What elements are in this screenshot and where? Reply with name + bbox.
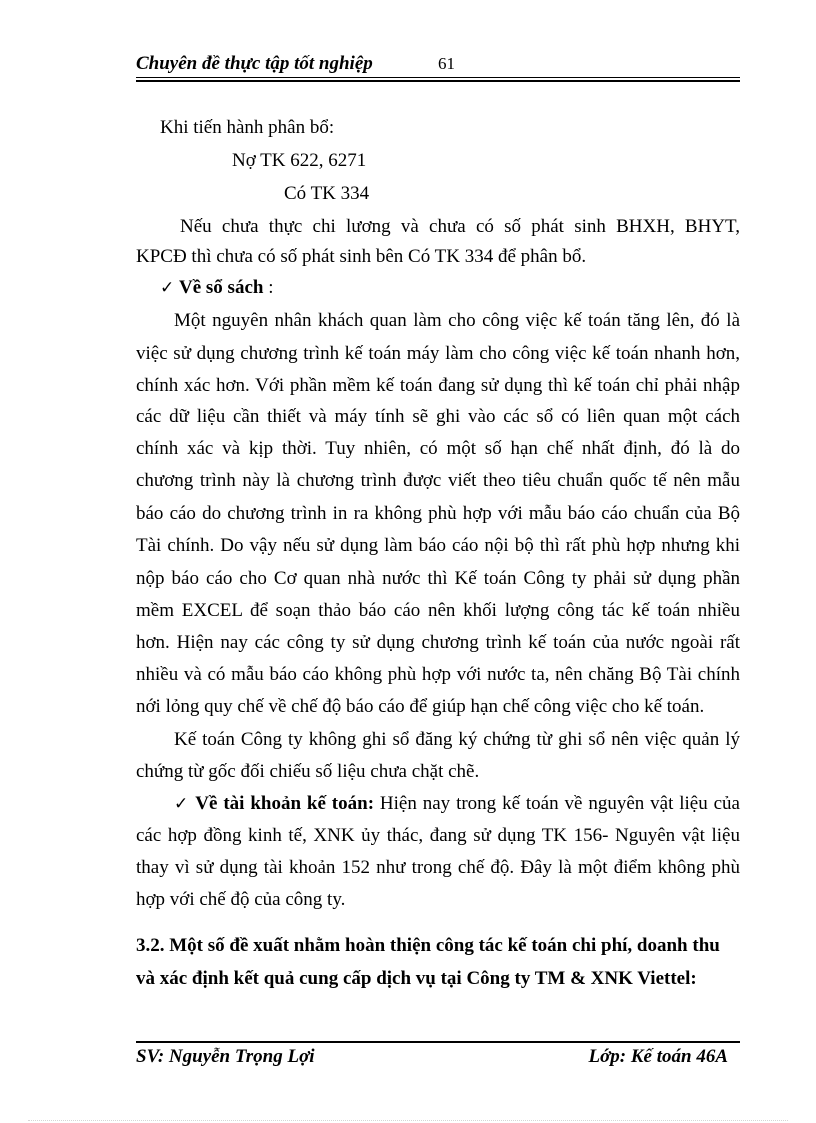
body-line: Một nguyên nhân khách quan làm cho công việc kế toán tăng lên, đó là xyxy=(174,310,740,331)
body-line: chính xác hơn. Với phần mềm kế toán đang sử dụng thì kế toán chỉ phải nhập xyxy=(136,375,740,396)
body-line: nới lỏng quy chế về chế độ báo cáo để giúp hạn chế công việc cho kế toán. xyxy=(136,696,705,717)
footer-rule xyxy=(136,1041,740,1043)
body-line: báo cáo do chương trình in ra không phù hợp với mẫu báo cáo chuẩn của Bộ xyxy=(136,503,740,524)
header-rule-thick xyxy=(136,80,740,82)
header-rule-thin xyxy=(136,77,740,78)
body-line: chương trình này là chương trình được viết theo tiêu chuẩn quốc tế nên mẫu xyxy=(136,470,740,491)
body-line: nộp báo cáo cho Cơ quan nhà nước thì Kế toán Công ty phải sử dụng phần xyxy=(136,568,740,589)
section-bullet-accounts: ✓ Về tài khoản kế toán: Hiện nay trong kế toán về nguyên vật liệu của xyxy=(174,793,740,814)
body-line: hợp với chế độ của công ty. xyxy=(136,889,346,910)
body-line: Tài chính. Do vậy nếu sử dụng làm báo cáo nội bộ thì rất phù hợp nhưng khi xyxy=(136,535,740,556)
page-header xyxy=(136,52,740,76)
body-line: hơn. Hiện nay các công ty sử dụng chương trình kế toán của nước ngoài rất xyxy=(136,632,740,653)
body-line: Kế toán Công ty không ghi sổ đăng ký chứng từ ghi sổ nên việc quản lý xyxy=(174,729,740,750)
body-line-debit: Nợ TK 622, 6271 xyxy=(232,150,367,171)
body-line-credit: Có TK 334 xyxy=(284,183,370,204)
body-line: chính xác và kịp thời. Tuy nhiên, có một số hạn chế nhất định, đó là do xyxy=(136,438,740,459)
body-line: mềm EXCEL để soạn thảo báo cáo nên khối lượng công tác kế toán nhiều xyxy=(136,600,740,621)
bullet-colon: : xyxy=(263,277,274,298)
body-line: chứng từ gốc đối chiếu số liệu chưa chặt chẽ. xyxy=(136,761,480,782)
checkmark-icon: ✓ xyxy=(174,794,190,814)
body-line: việc sử dụng chương trình kế toán máy làm cho công việc kế toán nhanh hơn, xyxy=(136,343,740,364)
body-line: thay vì sử dụng tài khoản 152 như trong chế độ. Đây là một điểm không phù xyxy=(136,857,740,878)
body-line: nhiều và có mẫu báo cáo không phù hợp với nước ta, nên chăng Bộ Tài chính xyxy=(136,664,740,685)
bullet-title: Về sổ sách xyxy=(179,277,264,298)
footer-class: Lớp: Kế toán 46A xyxy=(588,1046,728,1067)
section-heading-cont: và xác định kết quả cung cấp dịch vụ tại Công ty TM & XNK Viettel: xyxy=(136,968,697,989)
body-line: KPCĐ thì chưa có số phát sinh bên Có TK 334 để phân bổ. xyxy=(136,246,587,267)
body-line: các dữ liệu cần thiết và máy tính sẽ ghi vào các sổ có liên quan một cách xyxy=(136,406,740,427)
section-bullet-ledgers xyxy=(160,276,273,300)
section-heading: 3.2. Một số đề xuất nhằm hoàn thiện công tác kế toán chi phí, doanh thu xyxy=(136,935,720,956)
page-edge-divider xyxy=(28,1120,788,1121)
header-title: Chuyên đề thực tập tốt nghiệp xyxy=(136,53,373,74)
bullet-title: Về tài khoản kế toán: xyxy=(195,793,375,814)
checkmark-icon: ✓ xyxy=(160,278,175,298)
footer-student: SV: Nguyễn Trọng Lợi xyxy=(136,1046,315,1067)
body-line: Khi tiến hành phân bổ: xyxy=(160,117,335,138)
page-number: 61 xyxy=(438,54,455,73)
body-line: các hợp đồng kinh tế, XNK ủy thác, đang sử dụng TK 156- Nguyên vật liệu xyxy=(136,825,740,846)
body-line: Nếu chưa thực chi lương và chưa có số phát sinh BHXH, BHYT, xyxy=(180,216,740,237)
